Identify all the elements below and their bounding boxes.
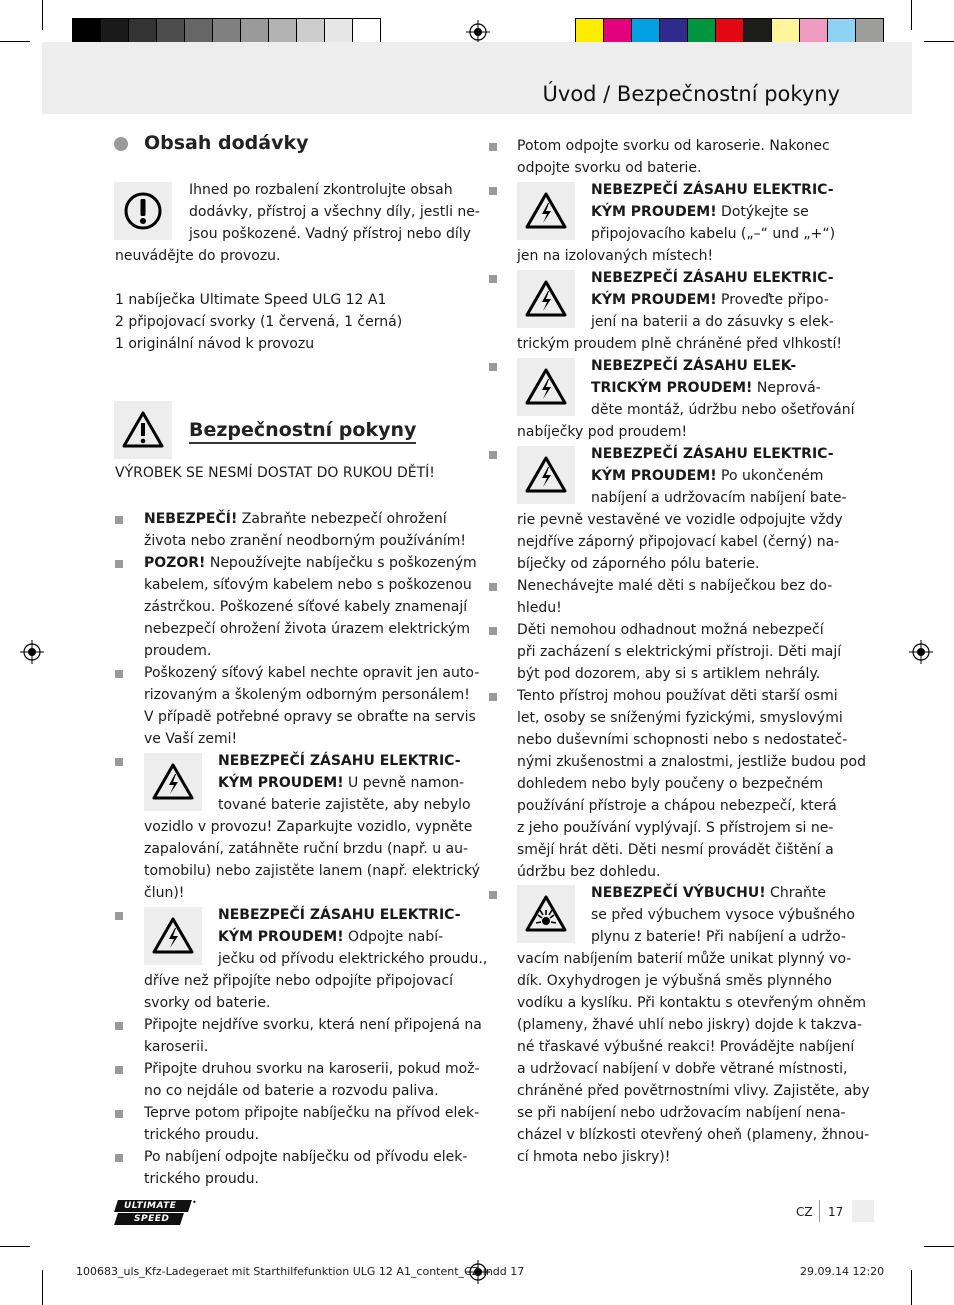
electric-shock-icon bbox=[151, 916, 195, 956]
list-item-line: no co nejdále od baterie a rozvodu paliva. bbox=[144, 1083, 439, 1099]
crop-mark bbox=[42, 0, 43, 30]
list-item-line: KÝM PROUDEM! Odpojte nabí- bbox=[218, 929, 444, 945]
list-item-line: KÝM PROUDEM! Po ukončeném bbox=[591, 468, 824, 484]
file-slug: 100683_uls_Kfz-Ladegeraet mit Starthilfefunktion ULG 12 A1_content_CZ.indd 17 bbox=[76, 1265, 525, 1278]
bullet-icon bbox=[489, 583, 497, 591]
list-item: Tento přístroj mohou používat děti starší osmi bbox=[517, 688, 838, 704]
explosion-icon bbox=[524, 894, 568, 934]
electric-shock-icon bbox=[524, 367, 568, 407]
bullet-icon bbox=[115, 1066, 123, 1074]
contents-intro-line: jsou poškozené. Vadný přístroj nebo díly bbox=[189, 226, 471, 242]
list-item-line: být pod dozorem, aby si s artiklem nehrály. bbox=[517, 666, 821, 682]
bullet-icon bbox=[489, 187, 497, 195]
list-item-line: člun)! bbox=[144, 885, 185, 901]
bullet-icon bbox=[489, 891, 497, 899]
registration-mark-icon bbox=[466, 20, 490, 44]
contents-item: 1 nabíječka Ultimate Speed ULG 12 A1 bbox=[115, 292, 387, 308]
list-item-line: trického proudu. bbox=[144, 1171, 259, 1187]
electric-warning-box bbox=[144, 753, 202, 811]
list-item-line: zástrčkou. Poškozené síťové kabely znamenají bbox=[144, 599, 468, 615]
list-item-line: proudem. bbox=[144, 643, 212, 659]
section-title-safety: Bezpečnostní pokyny bbox=[189, 419, 416, 444]
list-item: Potom odpojte svorku od karoserie. Nakonec bbox=[517, 138, 830, 154]
exclamation-circle-icon bbox=[123, 191, 163, 231]
list-item-line: nabíječky pod proudem! bbox=[517, 424, 688, 440]
warning-icon-box bbox=[114, 401, 172, 459]
list-item-line: rie pevně vestavěné ve vozidle odpojujte vždy bbox=[517, 512, 843, 528]
list-item-line: jen na izolovaných místech! bbox=[517, 248, 714, 264]
list-item-line: vozidlo v provozu! Zaparkujte vozidlo, vypněte bbox=[144, 819, 473, 835]
list-item-line: V případě potřebné opravy se obraťte na servis bbox=[144, 709, 476, 725]
section-title-contents: Obsah dodávky bbox=[144, 132, 309, 154]
crop-mark bbox=[924, 41, 954, 42]
bullet-icon bbox=[489, 275, 497, 283]
list-item-line: dohledem nebo byly poučeny o bezpečném bbox=[517, 776, 824, 792]
contents-intro-line: neuvádějte do provozu. bbox=[115, 248, 281, 264]
list-item: NEBEZPEČÍ ZÁSAHU ELEKTRIC- bbox=[591, 270, 834, 286]
electric-shock-icon bbox=[151, 762, 195, 802]
list-item-line: z jeho používání vyplývají. S přístrojem si ne- bbox=[517, 820, 834, 836]
explosion-warning-box bbox=[517, 885, 575, 943]
bullet-icon bbox=[115, 1022, 123, 1030]
list-item: POZOR! Nepoužívejte nabíječku s poškozeným bbox=[144, 555, 477, 571]
list-item: Připojte druhou svorku na karoserii, pokud mož- bbox=[144, 1061, 480, 1077]
bullet-icon bbox=[115, 758, 123, 766]
list-item-line: cházel v blízkosti otevřený oheň (plameny, žhnou- bbox=[517, 1127, 870, 1143]
brand-logo: ULTIMATE SPEED • bbox=[112, 1200, 200, 1226]
list-item: NEBEZPEČÍ VÝBUCHU! Chraňte bbox=[591, 885, 827, 901]
bullet-icon bbox=[489, 451, 497, 459]
bullet-icon bbox=[115, 1110, 123, 1118]
list-item-line: KÝM PROUDEM! Proveďte připo- bbox=[591, 292, 829, 308]
crop-mark bbox=[0, 1246, 30, 1247]
list-item-line: svorky od baterie. bbox=[144, 995, 271, 1011]
children-warning: VÝROBEK SE NESMÍ DOSTAT DO RUKOU DĚTÍ! bbox=[115, 465, 435, 481]
list-item-line: připojovacího kabelu („–“ und „+“) bbox=[591, 226, 836, 242]
list-item-line: TRICKÝM PROUDEM! Neprová- bbox=[591, 380, 821, 396]
page-title: Úvod / Bezpečnostní pokyny bbox=[542, 82, 840, 106]
list-item: Děti nemohou odhadnout možná nebezpečí bbox=[517, 622, 824, 638]
list-item: NEBEZPEČÍ ZÁSAHU ELEKTRIC- bbox=[218, 753, 461, 769]
electric-shock-icon bbox=[524, 279, 568, 319]
section-bullet-icon bbox=[114, 137, 128, 151]
list-item-line: jení na baterii a do zásuvky s elek- bbox=[591, 314, 834, 330]
electric-warning-box bbox=[517, 358, 575, 416]
list-item-line: údržbu bez dohledu. bbox=[517, 864, 661, 880]
list-item-line: vodíku a kyslíku. Při kontaktu s otevřeným ohněm bbox=[517, 995, 866, 1011]
list-item-line: se při nabíjení nebo udržovacím nabíjení nena- bbox=[517, 1105, 846, 1121]
language-code: CZ bbox=[796, 1205, 813, 1219]
page-number-tab bbox=[852, 1200, 874, 1222]
bullet-icon bbox=[115, 516, 123, 524]
list-item-line: KÝM PROUDEM! Dotýkejte se bbox=[591, 204, 809, 220]
list-item-line: cí hmota nebo jiskry)! bbox=[517, 1149, 671, 1165]
list-item-line: zapalování, zatáhněte ruční brzdu (např. u au- bbox=[144, 841, 469, 857]
list-item: Připojte nejdříve svorku, která není připojená na bbox=[144, 1017, 482, 1033]
list-item-line: chráněné před povětrnostními vlivy. Zajistěte, aby bbox=[517, 1083, 870, 1099]
list-item: Teprve potom připojte nabíječku na přívod elek- bbox=[144, 1105, 480, 1121]
list-item-line: nejdříve záporný připojovací kabel (černý) na- bbox=[517, 534, 840, 550]
list-item: Nenechávejte malé děti s nabíječkou bez do- bbox=[517, 578, 833, 594]
list-item-line: trického proudu. bbox=[144, 1127, 259, 1143]
bullet-icon bbox=[489, 143, 497, 151]
crop-mark bbox=[42, 1270, 43, 1305]
list-item-line: nými zkušenostmi a znalostmi, jestliže budou pod bbox=[517, 754, 866, 770]
warning-triangle-icon bbox=[121, 410, 165, 450]
list-item-line: ječku od přívodu elektrického proudu., bbox=[218, 951, 488, 967]
list-item: NEBEZPEČÍ! Zabraňte nebezpečí ohrožení bbox=[144, 511, 447, 527]
list-item-line: bíječky od záporného pólu baterie. bbox=[517, 556, 760, 572]
electric-warning-box bbox=[144, 907, 202, 965]
bullet-icon bbox=[115, 560, 123, 568]
list-item-line: používání přístroje a chápou nebezpečí, která bbox=[517, 798, 837, 814]
bullet-icon bbox=[115, 1154, 123, 1162]
registration-mark-icon bbox=[909, 640, 933, 664]
electric-warning-box bbox=[517, 446, 575, 504]
list-item-line: při zacházení s elektrickými přístroji. Děti mají bbox=[517, 644, 842, 660]
crop-mark bbox=[924, 1246, 954, 1247]
bullet-icon bbox=[489, 627, 497, 635]
list-item: NEBEZPEČÍ ZÁSAHU ELEKTRIC- bbox=[591, 182, 834, 198]
contents-intro-line: dodávky, přístroj a všechny díly, jestli ne- bbox=[189, 204, 480, 220]
list-item-line: plynu z baterie! Při nabíjení a udržo- bbox=[591, 929, 846, 945]
list-item: Po nabíjení odpojte nabíječku od přívodu elek- bbox=[144, 1149, 468, 1165]
contents-item: 2 připojovací svorky (1 červená, 1 černá) bbox=[115, 314, 403, 330]
contents-intro-line: Ihned po rozbalení zkontrolujte obsah bbox=[189, 182, 453, 198]
bullet-icon bbox=[115, 912, 123, 920]
list-item-line: KÝM PROUDEM! U pevně namon- bbox=[218, 775, 465, 791]
list-item-line: (plameny, žhavé uhlí nebo jiskry) dojde k takzva- bbox=[517, 1017, 863, 1033]
print-date: 29.09.14 12:20 bbox=[800, 1265, 885, 1278]
list-item-line: odpojte svorku od baterie. bbox=[517, 160, 702, 176]
bullet-icon bbox=[489, 363, 497, 371]
registration-mark-icon bbox=[20, 640, 44, 664]
list-item-line: rizovaným a školeným odborným personálem! bbox=[144, 687, 470, 703]
list-item-line: kabelem, síťovým kabelem nebo s poškozenou bbox=[144, 577, 472, 593]
list-item-line: vacím nabíjením baterií může unikat plynný vo- bbox=[517, 951, 852, 967]
list-item: Poškozený síťový kabel nechte opravit jen auto- bbox=[144, 665, 480, 681]
list-item-line: hledu! bbox=[517, 600, 562, 616]
list-item-line: trickým proudem plně chráněné před vlhkostí! bbox=[517, 336, 843, 352]
electric-shock-icon bbox=[524, 455, 568, 495]
electric-shock-icon bbox=[524, 191, 568, 231]
list-item-line: nebezpečí ohrožení života úrazem elektrickým bbox=[144, 621, 470, 637]
footer-divider bbox=[819, 1200, 820, 1222]
electric-warning-box bbox=[517, 182, 575, 240]
list-item: NEBEZPEČÍ ZÁSAHU ELEKTRIC- bbox=[591, 446, 834, 462]
contents-item: 1 originální návod k provozu bbox=[115, 336, 315, 352]
list-item-line: smějí hrát děti. Děti nesmí provádět čištění a bbox=[517, 842, 834, 858]
page-number: 17 bbox=[828, 1205, 844, 1219]
list-item-line: a udržovací nabíjení v dobře větrané místnosti, bbox=[517, 1061, 848, 1077]
notice-icon-box bbox=[114, 182, 172, 240]
list-item-line: let, osoby se sníženými fyzickými, smyslovými bbox=[517, 710, 843, 726]
crop-mark bbox=[911, 1270, 912, 1305]
list-item-line: dříve než připojíte nebo odpojíte připojovací bbox=[144, 973, 453, 989]
bullet-icon bbox=[489, 693, 497, 701]
list-item-line: karoserii. bbox=[144, 1039, 209, 1055]
list-item-line: dík. Oxyhydrogen je výbušná směs plynného bbox=[517, 973, 832, 989]
crop-mark bbox=[911, 0, 912, 30]
electric-warning-box bbox=[517, 270, 575, 328]
list-item-line: nebo duševními schopnosti nebo s nedostateč- bbox=[517, 732, 848, 748]
list-item-line: né třaskavé výbušné reakci! Provádějte nabíjení bbox=[517, 1039, 855, 1055]
list-item: NEBEZPEČÍ ZÁSAHU ELEKTRIC- bbox=[218, 907, 461, 923]
list-item-line: nabíjení a udržovacím nabíjení bate- bbox=[591, 490, 847, 506]
list-item-line: tované baterie zajistěte, aby nebylo bbox=[218, 797, 471, 813]
list-item-line: tomobilu) nebo zajistěte lanem (např. elektrický bbox=[144, 863, 480, 879]
list-item-line: ve Vaší zemi! bbox=[144, 731, 238, 747]
list-item-line: děte montáž, údržbu nebo ošetřování bbox=[591, 402, 855, 418]
list-item: NEBEZPEČÍ ZÁSAHU ELEK- bbox=[591, 358, 797, 374]
list-item-line: se před výbuchem vysoce výbušného bbox=[591, 907, 855, 923]
list-item-line: života nebo zranění neodborným používáním! bbox=[144, 533, 466, 549]
bullet-icon bbox=[115, 670, 123, 678]
crop-mark bbox=[0, 41, 30, 42]
